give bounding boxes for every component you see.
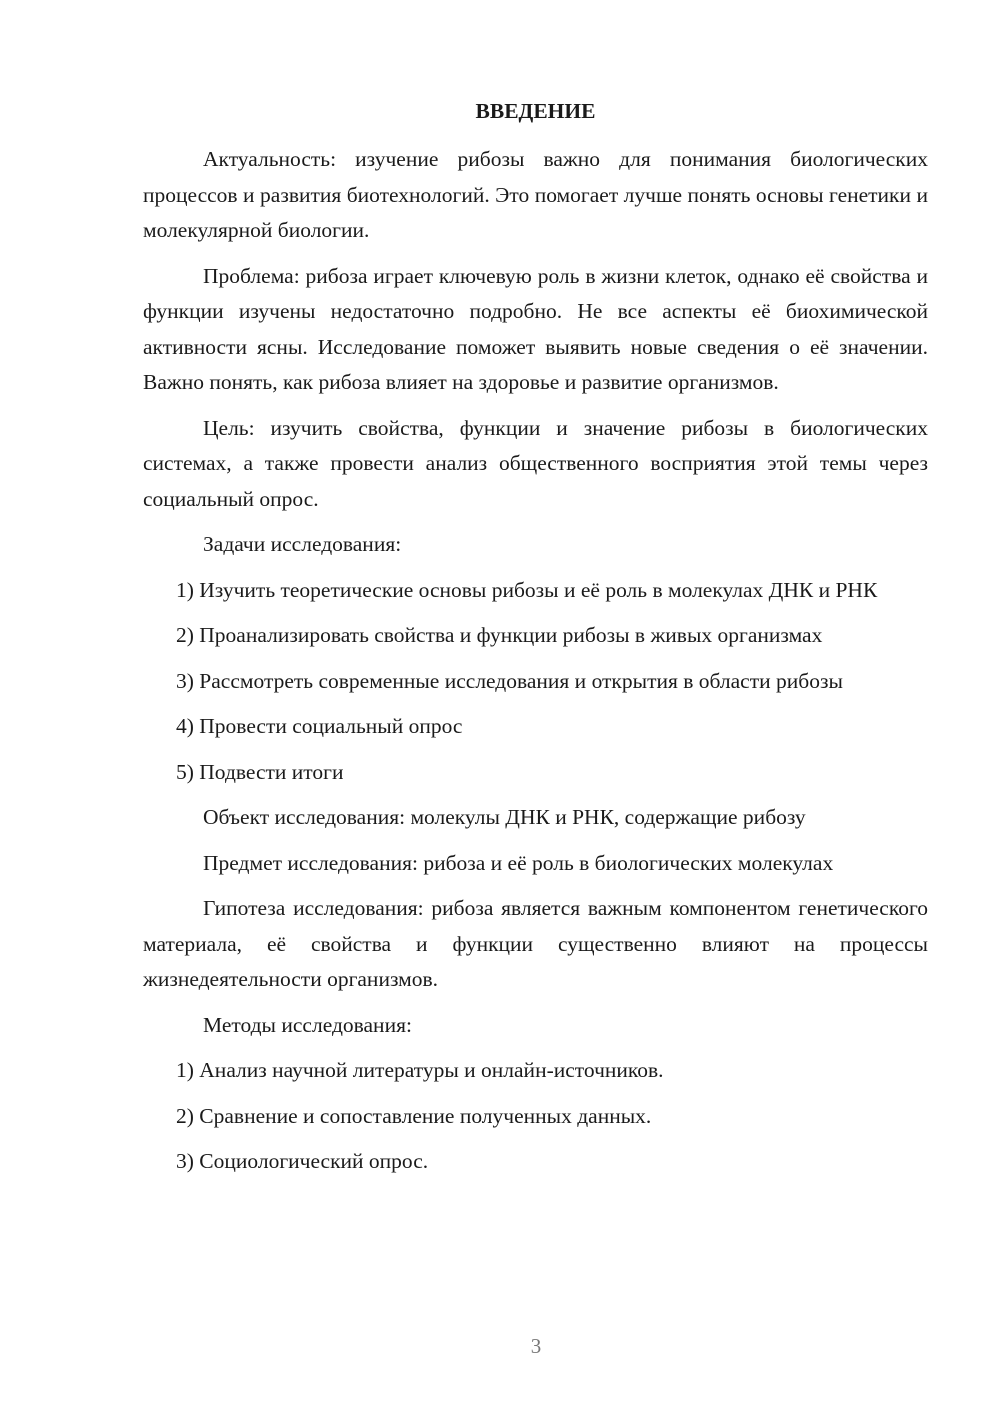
page-title: ВВЕДЕНИЕ <box>475 99 596 123</box>
method-item-3: 3) Социологический опрос. <box>176 1149 429 1173</box>
method-item-2: 2) Сравнение и сопоставление полученных данных. <box>176 1103 652 1128</box>
tasks-heading: Задачи исследования: <box>203 532 402 556</box>
goal-paragraph: Цель: изучить свойства, функции и значение рибозы в биологических системах, а также провести анализ общественного восприятия этой темы через социальный опрос. <box>143 415 928 511</box>
document-body <box>143 96 928 1190</box>
task-item-1: 1) Изучить теоретические основы рибозы и её роль в молекулах ДНК и РНК <box>176 577 878 602</box>
task-item-5: 5) Подвести итоги <box>176 759 344 784</box>
hypothesis-paragraph: Гипотеза исследования: рибоза является важным компонентом генетического материала, её свойства и функции существенно влияют на процессы жизнедеятельности организмов. <box>143 896 928 991</box>
task-item-3: 3) Рассмотреть современные исследования и открытия в области рибозы <box>176 668 843 693</box>
object-paragraph: Объект исследования: молекулы ДНК и РНК, содержащие рибозу <box>203 805 806 829</box>
methods-heading: Методы исследования: <box>203 1012 412 1037</box>
page-number: 3 <box>530 1334 542 1358</box>
task-item-2: 2) Проанализировать свойства и функции рибозы в живых организмах <box>176 623 823 647</box>
problem-paragraph: Проблема: рибоза играет ключевую роль в жизни клеток, однако её свойства и функции изучены недостаточно подробно. Не все аспекты её биохимической активности ясны. Исследование поможет выявить новые сведения о её значении. Важно понять, как рибоза влияет на здоровье и развитие организмов. <box>143 263 928 394</box>
subject-paragraph: Предмет исследования: рибоза и её роль в биологических молекулах <box>203 850 834 875</box>
method-item-1: 1) Анализ научной литературы и онлайн-источников. <box>176 1058 664 1082</box>
task-item-4: 4) Провести социальный опрос <box>176 714 463 738</box>
relevance-paragraph: Актуальность: изучение рибозы важно для понимания биологических процессов и развития биотехнологий. Это помогает лучше понять основы генетики и молекулярной биологии. <box>143 147 928 242</box>
